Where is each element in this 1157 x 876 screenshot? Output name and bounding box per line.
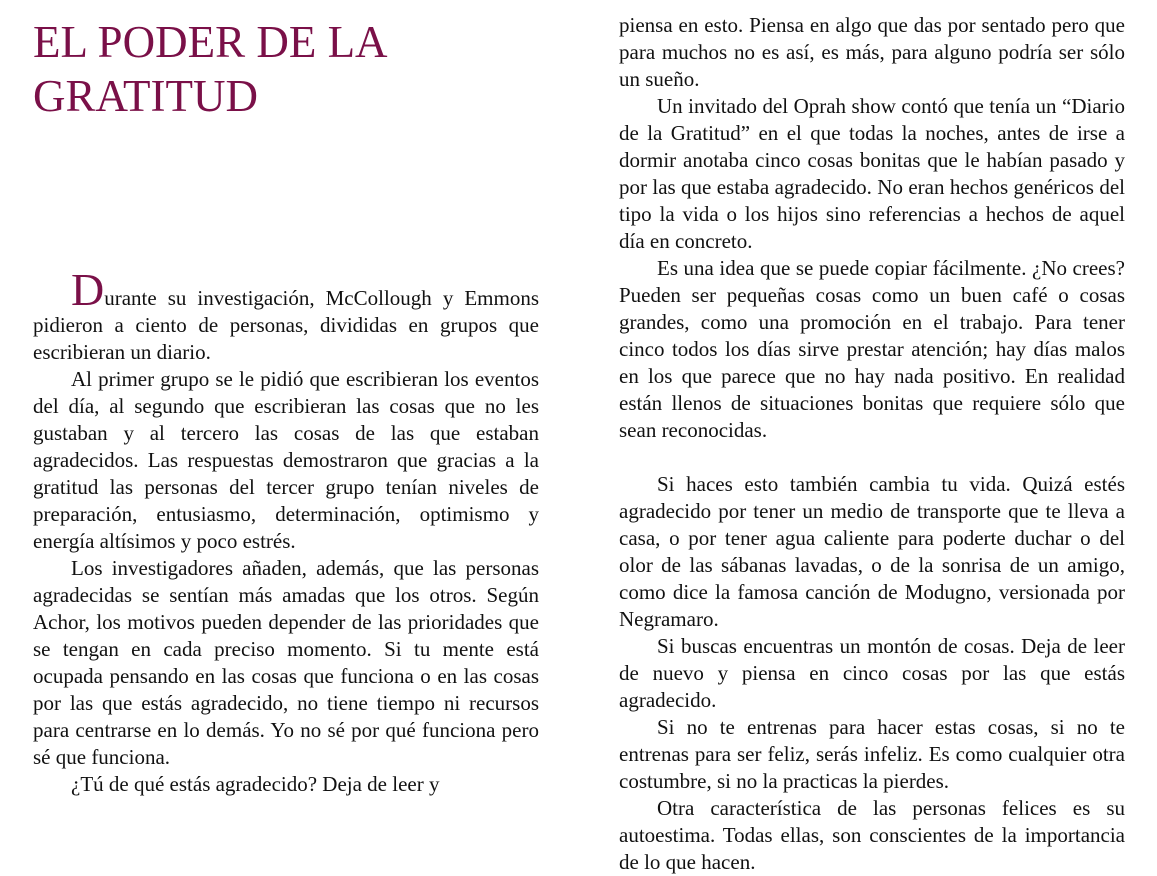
right-column-body	[619, 12, 1125, 876]
drop-cap: D	[71, 264, 105, 315]
paragraph: Un invitado del Oprah show contó que tenía un “Diario de la Gratitud” en el que todas la noches, antes de irse a dormir anotaba cinco cosas bonitas que le habían pasado y por las que estaba agradecido. No eran hechos genéricos del tipo la vida o los hijos sino referencias a hechos de aquel día en concreto.	[619, 94, 1125, 253]
paragraph: Es una idea que se puede copiar fácilmente. ¿No crees? Pueden ser pequeñas cosas como un buen café o cosas grandes, como una promoción en el trabajo. Para tener cinco todos los días sirve prestar atención; hay días malos en los que parece que no hay nada positivo. En realidad están llenos de situaciones bonitas que requiere sólo que sean reconocidas.	[619, 256, 1125, 442]
paragraph: ¿Tú de qué estás agradecido? Deja de leer y	[71, 772, 440, 796]
continuation-paragraph: piensa en esto. Piensa en algo que das por sentado pero que para muchos no es así, es más, para alguno podría ser sólo un sueño.	[619, 13, 1125, 91]
opening-paragraph	[33, 264, 539, 366]
page-title: EL PODER DE LA GRATITUD	[33, 17, 386, 121]
paragraph: Otra característica de las personas felices es su autoestima. Todas ellas, son conscientes de la importancia de lo que hacen.	[619, 796, 1125, 874]
paragraph: Si buscas encuentras un montón de cosas. Deja de leer de nuevo y piensa en cinco cosas por las que estás agradecido.	[619, 634, 1125, 712]
opening-paragraph-text: urante su investigación, McCollough y Emmons pidieron a ciento de personas, divididas en grupos que escribieran un diario.	[33, 286, 539, 364]
left-column-body	[33, 264, 539, 798]
paragraph: Al primer grupo se le pidió que escribieran los eventos del día, al segundo que escribieran las cosas que no les gustaban y al tercero las cosas de las que estaban agradecidos. Las respuestas demostraron que gracias a la gratitud las personas del tercer grupo tenían niveles de preparación, entusiasmo, determinación, optimismo y energía altísimos y poco estrés.	[33, 367, 539, 553]
paragraph: Si haces esto también cambia tu vida. Quizá estés agradecido por tener un medio de transporte que te lleva a casa, o por tener agua caliente para poderte duchar o del olor de las sábanas lavadas, o de la sonrisa de un amigo, como dice la famosa canción de Modugno, versionada por Negramaro.	[619, 472, 1125, 631]
paragraph: Si no te entrenas para hacer estas cosas, si no te entrenas para ser feliz, serás infeliz. Es como cualquier otra costumbre, si no la practicas la pierdes.	[619, 715, 1125, 793]
paragraph: Los investigadores añaden, además, que las personas agradecidas se sentían más amadas que los otros. Según Achor, los motivos pueden depender de las prioridades que se tengan en cada preciso momento. Si tu mente está ocupada pensando en las cosas que funciona o en las cosas por las que estás agradecido, no tiene tiempo ni recursos para centrarse en lo demás. Yo no sé por qué funciona pero sé que funciona.	[33, 556, 539, 769]
